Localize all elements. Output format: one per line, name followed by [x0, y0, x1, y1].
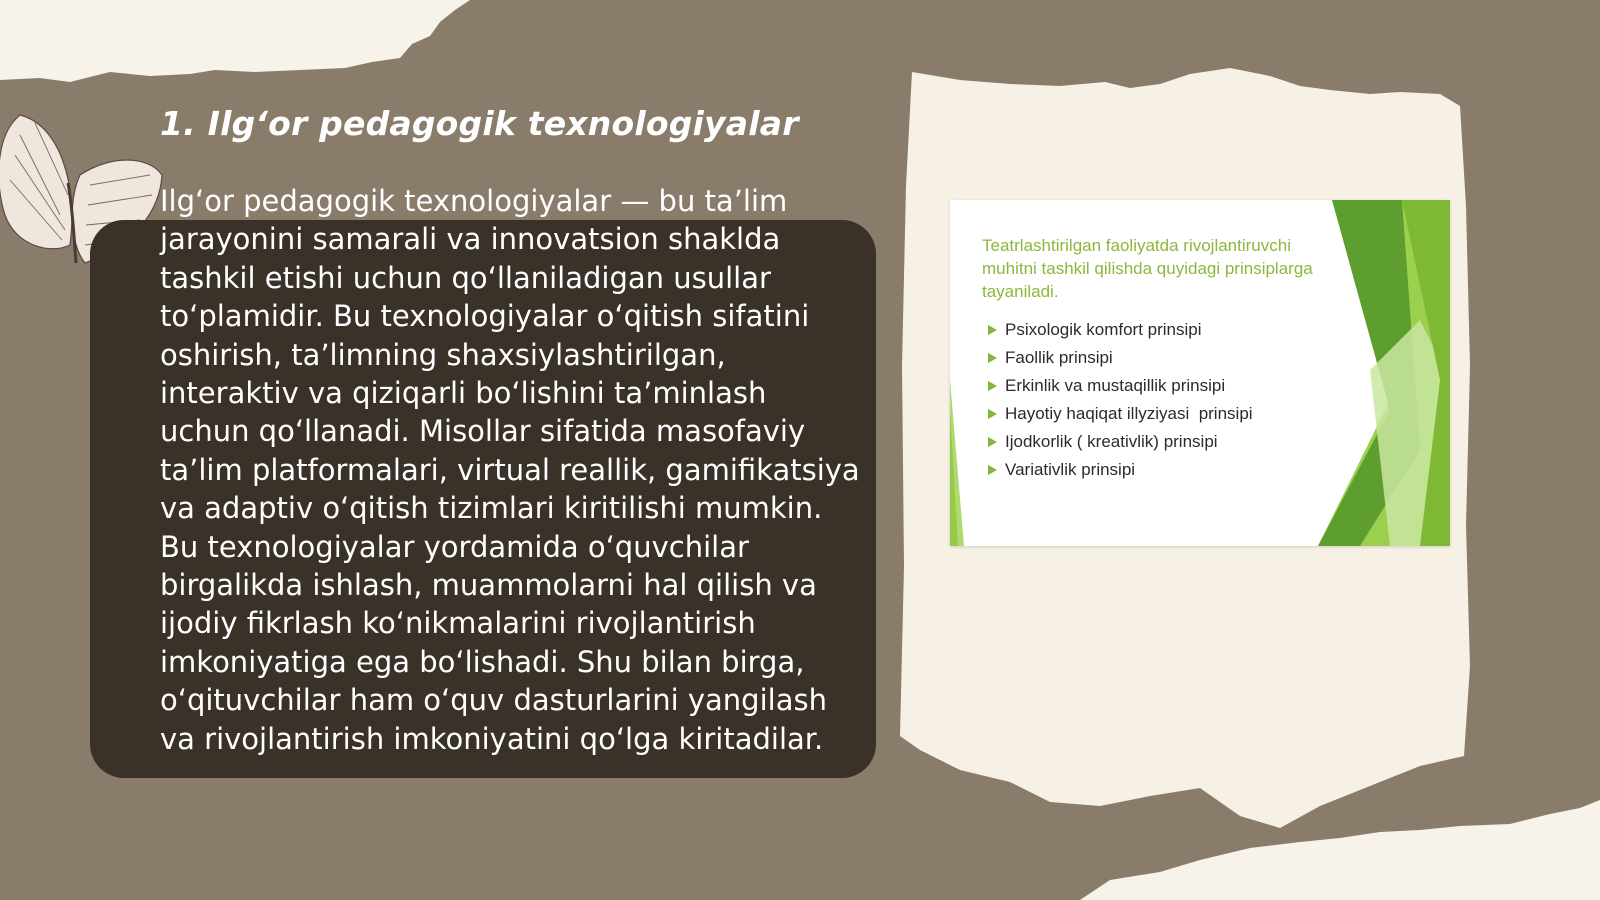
slide-title: 1. Ilg‘or pedagogik texnologiyalar — [160, 104, 799, 143]
list-item-label: Variativlik prinsipi — [1005, 460, 1136, 479]
list-item-label: Psixologik komfort prinsipi — [1005, 320, 1202, 339]
embedded-slide-image — [950, 200, 1450, 546]
list-item — [988, 316, 1253, 344]
embedded-heading: Teatrlashtirilgan faoliyatda rivojlantiruvchi muhitni tashkil qilishda quyidagi prinsiplarga tayaniladi. — [982, 236, 1313, 301]
list-item-label: Hayotiy haqiqat illyziyasi prinsipi — [1005, 404, 1253, 423]
embedded-bullet-list — [988, 316, 1253, 484]
bullet-arrow-icon — [988, 325, 997, 335]
list-item-label: Faollik prinsipi — [1005, 348, 1113, 367]
list-item-label: Ijodkorlik ( kreativlik) prinsipi — [1005, 432, 1218, 451]
bullet-arrow-icon — [988, 381, 997, 391]
bullet-arrow-icon — [988, 409, 997, 419]
body-paragraph: Ilg‘or pedagogik texnologiyalar — bu ta’lim jarayonini samarali va innovatsion shaklda tashkil etishi uchun qo‘llaniladigan usullar to‘plamidir. Bu texnologiyalar o‘qitish sifatini oshirish, ta’limning shaxsiylashtirilgan, interaktiv va qiziqarli bo‘lishini ta’minlash uchun qo‘llanadi. Misollar sifatida masofaviy ta’lim platformalari, virtual reallik, gamifikatsiya va adaptiv o‘qitish tizimlari kiritilishi mumkin. Bu texnologiyalar yordamida o‘quvchilar birgalikda ishlash, muammolarni hal qilish va ijodiy fikrlash ko‘nikmalarini rivojlantirish imkoniyatiga ega bo‘lishadi. Shu bilan birga, o‘qituvchilar ham o‘quv dasturlarini yangilash va rivojlantirish imkoniyatini qo‘lga kiritadilar. — [160, 184, 860, 756]
list-item-label: Erkinlik va mustaqillik prinsipi — [1005, 376, 1226, 395]
torn-paper-top — [0, 0, 700, 110]
bullet-arrow-icon — [988, 353, 997, 363]
bullet-arrow-icon — [988, 437, 997, 447]
list-item — [988, 372, 1253, 400]
list-item — [988, 456, 1253, 484]
list-item — [988, 400, 1253, 428]
list-item — [988, 344, 1253, 372]
list-item — [988, 428, 1253, 456]
bullet-arrow-icon — [988, 465, 997, 475]
